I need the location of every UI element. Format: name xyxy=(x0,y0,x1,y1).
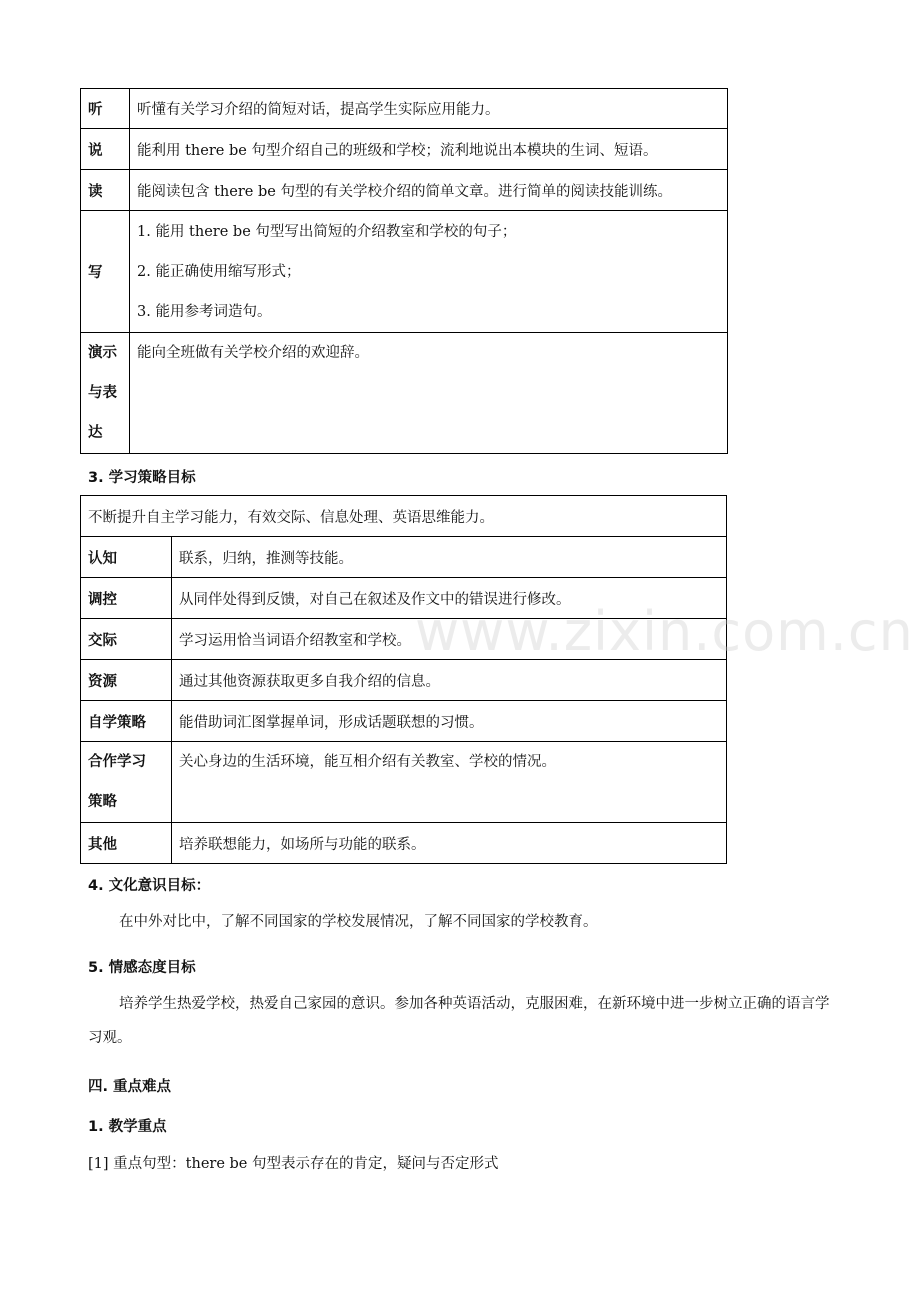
table-row xyxy=(81,619,727,660)
skill-text-reading: 能阅读包含 there be 句型的有关学校介绍的简单文章。进行简单的阅读技能训练。 xyxy=(130,170,728,211)
label-line: 策略 xyxy=(88,794,117,810)
label-line: 演示 xyxy=(88,345,117,361)
strategy-label: 认知 xyxy=(81,537,172,578)
strategy-line: 关心身边的生活环境，能互相介绍有关教室、学校的情况。 xyxy=(179,754,556,770)
skill-text-listening: 听懂有关学习介绍的简短对话，提高学生实际应用能力。 xyxy=(130,89,728,129)
section-4-heading: 4. 文化意识目标： xyxy=(88,878,211,894)
table-row xyxy=(81,537,727,578)
strategy-label: 交际 xyxy=(81,619,172,660)
strategy-label: 其他 xyxy=(81,823,172,864)
section-4-text: 在中外对比中，了解不同国家的学校发展情况，了解不同国家的学校教育。 xyxy=(119,914,598,930)
label-line: 合作学习 xyxy=(88,754,146,770)
strategy-text: 联系，归纳，推测等技能。 xyxy=(172,537,727,578)
skill-label-presentation xyxy=(81,333,130,454)
focus-item: [1] 重点句型：there be 句型表示存在的肯定，疑问与否定形式 xyxy=(88,1156,499,1172)
table-row xyxy=(81,496,727,537)
strategy-label: 资源 xyxy=(81,660,172,701)
label-line: 达 xyxy=(88,425,103,441)
strategy-intro: 不断提升自主学习能力，有效交际、信息处理、英语思维能力。 xyxy=(81,496,727,537)
table-row xyxy=(81,333,728,454)
writing-line: 2. 能正确使用缩写形式； xyxy=(137,263,301,280)
writing-line: 1. 能用 there be 句型写出简短的介绍教室和学校的句子； xyxy=(137,223,517,240)
table-row xyxy=(81,701,727,742)
watermark: www.zixin.com.cn xyxy=(415,600,914,663)
table-row xyxy=(81,660,727,701)
strategy-text: 培养联想能力，如场所与功能的联系。 xyxy=(172,823,727,864)
table-row xyxy=(81,129,728,170)
section-5-text: 培养学生热爱学校，热爱自己家园的意识。参加各种英语活动，克服困难，在新环境中进一步树立正确的语言学习观。 xyxy=(88,996,830,1046)
strategy-text: 通过其他资源获取更多自我介绍的信息。 xyxy=(172,660,727,701)
skill-label-speaking: 说 xyxy=(81,129,130,170)
part-4-heading: 四. 重点难点 xyxy=(88,1079,172,1095)
strategy-text: 从同伴处得到反馈，对自己在叙述及作文中的错误进行修改。 xyxy=(172,578,727,619)
table-row xyxy=(81,823,727,864)
table-row xyxy=(81,578,727,619)
writing-line: 3. 能用参考词造句。 xyxy=(137,303,272,320)
table-row xyxy=(81,742,727,823)
section-3-heading: 3. 学习策略目标 xyxy=(88,470,196,486)
skill-label-writing: 写 xyxy=(81,211,130,333)
strategy-text xyxy=(172,742,727,823)
strategy-text: 能借助词汇图掌握单词，形成话题联想的习惯。 xyxy=(172,701,727,742)
skill-label-listening: 听 xyxy=(81,89,130,129)
skill-text-presentation xyxy=(130,333,728,454)
strategy-label: 调控 xyxy=(81,578,172,619)
skills-table xyxy=(80,88,728,454)
table-row xyxy=(81,211,728,333)
skill-label-reading: 读 xyxy=(81,170,130,211)
strategy-text: 学习运用恰当词语介绍教室和学校。 xyxy=(172,619,727,660)
presentation-line: 能向全班做有关学校介绍的欢迎辞。 xyxy=(137,345,369,361)
table-row xyxy=(81,170,728,211)
label-line: 与表 xyxy=(88,385,117,401)
teaching-focus-heading: 1. 教学重点 xyxy=(88,1119,167,1135)
strategy-table xyxy=(80,495,727,864)
strategy-label xyxy=(81,742,172,823)
strategy-label: 自学策略 xyxy=(81,701,172,742)
table-row xyxy=(81,89,728,129)
section-5-heading: 5. 情感态度目标 xyxy=(88,960,196,976)
skill-text-writing xyxy=(130,211,728,333)
skill-text-speaking: 能利用 there be 句型介绍自己的班级和学校；流利地说出本模块的生词、短语。 xyxy=(130,129,728,170)
